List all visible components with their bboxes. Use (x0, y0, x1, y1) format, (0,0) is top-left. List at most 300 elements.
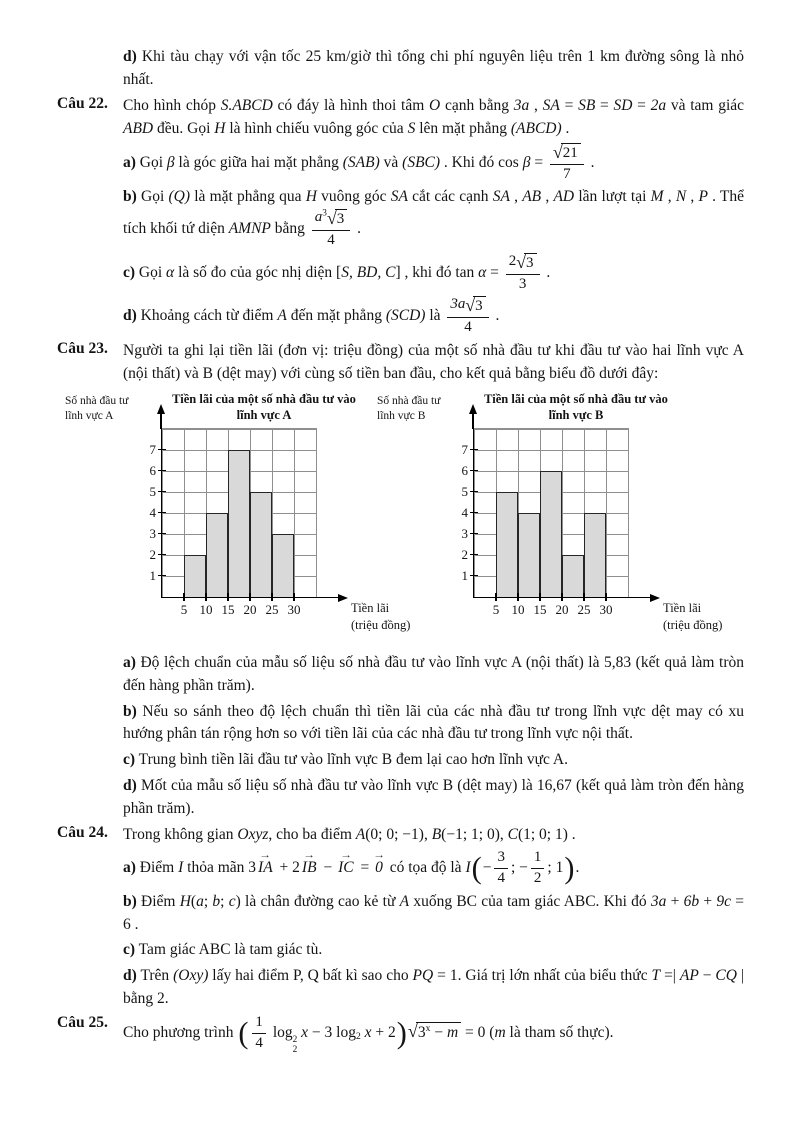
chart-title (151, 391, 377, 423)
item-block (57, 652, 744, 698)
text-run: 2 (508, 252, 517, 269)
item-label: b) (123, 702, 137, 720)
fraction-denominator (531, 869, 545, 888)
text-run: ; − (510, 858, 528, 876)
text-run: log (268, 1024, 293, 1042)
question-label (57, 186, 123, 249)
y-tick-label: 3 (149, 525, 156, 541)
chart-bar (584, 513, 606, 597)
math-run: N (675, 188, 687, 206)
x-tick-label: 5 (492, 601, 500, 617)
chart-bar (250, 492, 272, 597)
vector-symbol: → IB (302, 857, 317, 880)
fraction-numerator (550, 143, 584, 165)
text-run: có tọa độ là (385, 858, 466, 876)
text-run: vuông góc (316, 188, 391, 206)
vector-symbol: → IC (338, 857, 354, 880)
math-run: β (522, 153, 531, 171)
text-run: Trung bình tiền lãi đầu tư vào lĩnh vực B đem lại cao hơn lĩnh vực A. (135, 751, 568, 769)
paragraph (123, 749, 744, 772)
fraction-denominator (494, 869, 508, 888)
item-label: a) (123, 153, 136, 171)
item-label: d) (123, 777, 137, 795)
chart-bar (228, 450, 250, 597)
question-block (57, 824, 744, 847)
x-axis-arrow-icon (650, 594, 660, 602)
chart-bar (496, 492, 518, 597)
item-block (57, 965, 744, 1011)
item-label: d) (123, 48, 137, 65)
text-run: ; 1 (547, 858, 564, 876)
question-label (57, 701, 123, 747)
y-tick-label: 7 (149, 441, 156, 457)
stack-superscript: 2 (292, 1034, 298, 1045)
fraction-denominator (312, 231, 350, 250)
paragraph (123, 1014, 744, 1055)
item-block (57, 849, 744, 887)
x-axis-extension (628, 597, 650, 599)
item-block (57, 186, 744, 249)
fraction-numerator (494, 849, 508, 869)
x-tick-label: 20 (243, 601, 257, 617)
question-label (57, 296, 123, 337)
math-run: H (305, 188, 317, 206)
math-run: (SAB) (342, 153, 380, 171)
math-run: I (465, 858, 471, 876)
text-run: [ (336, 263, 342, 281)
chart-title (463, 391, 689, 423)
math-run: SB (578, 96, 596, 114)
text-run: Cho hình chóp (123, 96, 221, 114)
chart-bar (562, 555, 584, 597)
question-label: Câu 25. (57, 1014, 108, 1032)
y-tick-label: 7 (461, 441, 468, 457)
x-tick-mark (271, 593, 272, 601)
text-run: Nếu so sánh theo độ lệch chuẩn thì tiền lãi của các nhà đầu tư trong lĩnh vực dệt may có xu hướng phân tán rộng hơn so với tiền lãi của các nhà đầu tư trong lĩnh vực nội thất. (123, 702, 744, 743)
y-tick-mark (470, 554, 478, 555)
math-run: ABD (123, 119, 154, 137)
x-tick-mark (293, 593, 294, 601)
math-run: AB (522, 188, 542, 206)
math-run: 3a (450, 296, 466, 313)
item-label: c) (123, 751, 136, 769)
y-tick-mark (470, 470, 478, 471)
y-tick-mark (158, 470, 166, 471)
x-axis-label-line: (triệu đồng) (351, 617, 411, 632)
x-axis-label-line: Tiền lãi (663, 600, 702, 615)
paragraph (123, 46, 744, 92)
text-run: ] (395, 263, 401, 281)
text-run: + (699, 892, 717, 910)
math-run: H (214, 119, 226, 137)
radicand (524, 253, 537, 273)
text-run: . (561, 119, 570, 137)
y-tick-mark (470, 533, 478, 534)
fraction-denominator (550, 165, 584, 184)
text-run: là chân đường cao kẻ từ (240, 892, 400, 910)
paragraph (123, 849, 744, 887)
subscript: 2 (355, 1031, 361, 1043)
y-axis-arrow-icon (469, 404, 477, 414)
text-run: 7 (563, 165, 571, 182)
item-label: b) (123, 188, 137, 206)
text-run: = 1. Giá trị lớn nhất của biểu thức (433, 967, 652, 985)
text-run: 3 (497, 849, 505, 866)
text-run: (0; 0; −1), (365, 826, 432, 844)
math-run: 3a (513, 96, 530, 114)
x-tick-label: 10 (511, 601, 525, 617)
math-run: a (314, 209, 323, 226)
text-run: ( (190, 892, 197, 910)
chart-title-line: lĩnh vực A (236, 407, 292, 422)
text-run: Khoảng cách từ điểm (136, 307, 278, 325)
text-run: = (530, 153, 547, 171)
y-axis-extension (472, 413, 474, 429)
chart-bar (206, 513, 228, 597)
math-run: SA (390, 188, 408, 206)
chart-bar (272, 534, 294, 597)
math-run: (Oxy) (173, 967, 209, 985)
text-run: là mặt phẳng qua (190, 188, 306, 206)
text-run: 21 (562, 144, 578, 161)
vector-symbol: → IA (258, 857, 273, 880)
y-tick-mark (470, 575, 478, 576)
x-tick-mark (227, 593, 228, 601)
question-label (57, 939, 123, 962)
y-tick-mark (158, 533, 166, 534)
text-run: Độ lệch chuẩn của mẫu số liệu số nhà đầu tư vào lĩnh vực A (nội thất) là 5,83 (kết quả làm tròn đến hàng phần trăm). (123, 653, 744, 694)
y-tick-mark (158, 512, 166, 513)
item-label: b) (123, 892, 137, 910)
question-label (57, 46, 123, 92)
math-run: a (196, 892, 204, 910)
fraction (312, 209, 350, 250)
text-run: − 3 log (308, 1024, 356, 1042)
text-run: , (541, 188, 554, 206)
y-axis-label-line: Số nhà đầu tư (65, 394, 129, 407)
math-run: A (277, 307, 287, 325)
math-run: AMNP (228, 220, 271, 238)
question-label (57, 253, 123, 294)
text-run: Khi tàu chạy với vận tốc 25 km/giờ thì tổng chi phí nguyên liệu trên 1 km đường sông là nhỏ nhất. (123, 48, 744, 88)
x-axis-arrow-icon (338, 594, 348, 602)
text-run: thỏa mãn 3 (183, 858, 257, 876)
item-label: c) (123, 941, 136, 959)
x-tick-mark (183, 593, 184, 601)
math-run: 6b (683, 892, 700, 910)
text-run: − (698, 967, 716, 985)
question-label (57, 749, 123, 772)
y-tick-mark (158, 575, 166, 576)
radicand (335, 209, 348, 229)
text-run: Điểm (135, 858, 179, 876)
question-block (57, 340, 744, 386)
y-axis-label-line: lĩnh vực B (377, 409, 426, 422)
paragraph (123, 701, 744, 747)
math-run: 3a (650, 892, 667, 910)
item-block (57, 749, 744, 772)
text-run: Điểm (136, 892, 180, 910)
y-tick-label: 4 (461, 504, 468, 520)
text-run: Mốt của mẫu số liệu số nhà đầu tư vào lĩnh vực B (dệt may) là 16,67 (kết quả làm tròn đến hàng phần trăm). (123, 777, 744, 818)
text-run: ; (203, 892, 213, 910)
text-run: và tam giác (666, 96, 745, 114)
question-label: Câu 24. (57, 824, 108, 842)
text-run: ; (220, 892, 229, 910)
question-block (57, 95, 744, 141)
text-run: là số đo của góc nhị diện (174, 263, 337, 281)
chart-x-axis-label (663, 600, 722, 634)
item-block (57, 253, 744, 294)
text-run: . Khi đó cos (440, 153, 523, 171)
x-tick-mark (539, 593, 540, 601)
sqrt-radical-icon (553, 143, 581, 163)
math-run: SA (542, 96, 560, 114)
y-axis-label-line: lĩnh vực A (65, 409, 114, 422)
y-tick-label: 2 (149, 546, 156, 562)
big-paren: ) (396, 1016, 407, 1051)
text-run: cắt các cạnh (407, 188, 493, 206)
chart-plot (461, 428, 629, 617)
fraction-numerator (447, 296, 488, 318)
text-run: 4 (327, 231, 335, 248)
question-label (57, 849, 123, 887)
item-block (57, 46, 744, 92)
text-run: 3 (336, 211, 345, 228)
text-run: là góc giữa hai mặt phẳng (174, 153, 343, 171)
item-label: c) (123, 263, 136, 281)
text-run: đều. Gọi (153, 119, 215, 137)
fraction-numerator (252, 1014, 266, 1034)
sqrt-radical-icon (408, 1022, 461, 1045)
y-tick-label: 1 (461, 567, 468, 583)
text-run: = (632, 96, 651, 114)
x-tick-label: 30 (599, 601, 613, 617)
text-run: ) (235, 892, 241, 910)
paragraph (123, 186, 744, 249)
fraction (252, 1014, 266, 1052)
question-label (57, 891, 123, 937)
y-tick-label: 6 (149, 462, 156, 478)
math-run: SA (492, 188, 510, 206)
fraction-denominator (506, 275, 540, 294)
x-tick-mark (583, 593, 584, 601)
paragraph (123, 775, 744, 821)
text-run: = 0 ( (461, 1024, 495, 1042)
y-tick-label: 6 (461, 462, 468, 478)
text-run: , (509, 188, 523, 206)
text-run: | bằng 2. (123, 967, 744, 1008)
chart-title-line: Tiền lãi của một số nhà đầu tư vào (484, 391, 668, 406)
y-tick-label: 5 (149, 483, 156, 499)
math-run: T (651, 967, 661, 985)
paragraph (123, 95, 744, 141)
x-tick-label: 25 (265, 601, 279, 617)
y-tick-label: 3 (461, 525, 468, 541)
item-label: a) (123, 858, 136, 876)
x-axis-label-line: Tiền lãi (351, 600, 390, 615)
math-run: 2a (650, 96, 667, 114)
fraction-denominator (447, 318, 488, 337)
y-tick-mark (470, 449, 478, 450)
text-run: có đáy là hình thoi tâm (272, 96, 430, 114)
superscript: 3 (322, 208, 327, 219)
y-axis-arrow-icon (157, 404, 165, 414)
radicand (473, 296, 486, 316)
x-tick-label: 30 (287, 601, 301, 617)
text-run: Tam giác ABC là tam giác tù. (135, 941, 323, 959)
text-run: − (430, 1024, 447, 1042)
text-run: 3 (475, 298, 483, 315)
x-tick-mark (205, 593, 206, 601)
text-run: 3 (518, 275, 527, 292)
question-label (57, 965, 123, 1011)
big-paren: ) (564, 851, 575, 886)
y-tick-mark (470, 512, 478, 513)
big-paren: ( (238, 1016, 249, 1051)
text-run: + 2 (371, 1024, 396, 1042)
text-run: Gọi (136, 188, 169, 206)
text-run: cạnh bằng (440, 96, 514, 114)
x-tick-label: 5 (180, 601, 188, 617)
paragraph (123, 253, 744, 294)
x-tick-label: 15 (221, 601, 235, 617)
text-run: lấy hai điểm P, Q bất kì sao cho (208, 967, 413, 985)
text-run: = (559, 96, 579, 114)
fraction (494, 849, 508, 887)
question-label (57, 652, 123, 698)
chart-bar (184, 555, 206, 597)
item-block (57, 891, 744, 937)
math-run: b (212, 892, 221, 910)
text-run: = 6 . (123, 892, 745, 933)
math-run: α (166, 263, 175, 281)
text-run: . (491, 307, 500, 325)
math-run: CQ (715, 967, 737, 985)
text-run: Người ta ghi lại tiền lãi (đơn vị: triệu đồng) của một số nhà đầu tư khi đầu tư vào hai lĩnh vực A (nội thất) và B (dệt may) với cùng số tiền ban đầu, cho kết quả bằng biểu đồ dưới đây: (123, 341, 744, 382)
sqrt-radical-icon (327, 209, 347, 229)
text-run: . (586, 153, 595, 171)
y-axis-extension (160, 413, 162, 429)
superscript: x (425, 1023, 431, 1035)
text-run: 2 (533, 869, 542, 886)
x-tick-mark (249, 593, 250, 601)
text-run: 3 (526, 254, 534, 271)
text-run: = (356, 858, 374, 876)
text-run: lên mặt phẳng (415, 119, 511, 137)
charts-row (65, 391, 744, 642)
stack-subscript: 2 (292, 1044, 298, 1055)
text-run: . Thể tích khối tứ diện (123, 188, 745, 238)
text-run: 4 (497, 869, 505, 886)
text-run: , khi đó tan (400, 263, 479, 281)
math-run: m (494, 1024, 506, 1042)
text-run: − (482, 858, 492, 876)
text-run: = (595, 96, 614, 114)
text-run: (1; 0; 1) . (517, 826, 576, 844)
item-label: d) (123, 307, 137, 325)
text-run: =| (660, 967, 680, 985)
math-run: B (431, 826, 442, 844)
math-run: x (364, 1024, 372, 1042)
fraction (447, 296, 488, 337)
text-run: Trên (136, 967, 174, 985)
math-run: α (478, 263, 487, 281)
math-run: M (650, 188, 664, 206)
text-run: Trong không gian (123, 826, 238, 844)
paragraph (123, 939, 744, 962)
x-axis-extension (316, 597, 338, 599)
x-tick-label: 15 (533, 601, 547, 617)
sqrt-radical-icon (516, 253, 536, 273)
fraction (506, 253, 540, 294)
text-run: Gọi (135, 153, 167, 171)
y-tick-label: 2 (461, 546, 468, 562)
fraction (531, 849, 545, 887)
chart-bar (518, 513, 540, 597)
paragraph (123, 340, 744, 386)
chart-y-axis-label (377, 394, 467, 424)
text-run: và (379, 153, 403, 171)
math-run: O (429, 96, 441, 114)
text-run: (−1; 1; 0), (441, 826, 508, 844)
chart-plot (149, 428, 317, 617)
fraction (550, 143, 584, 184)
question-label: Câu 22. (57, 94, 108, 112)
y-tick-label: 5 (461, 483, 468, 499)
paragraph (123, 891, 744, 937)
vector-symbol: → 0 (375, 857, 383, 880)
paragraph (123, 143, 744, 184)
question-label: Câu 23. (57, 339, 108, 357)
math-run: S (407, 119, 416, 137)
y-tick-mark (158, 491, 166, 492)
fraction-numerator (506, 253, 540, 275)
math-run: I (178, 858, 184, 876)
paragraph (123, 296, 744, 337)
math-run: S, BD, C (341, 263, 396, 281)
x-tick-mark (517, 593, 518, 601)
text-run: Cho phương trình (123, 1024, 238, 1042)
math-run: β (166, 153, 175, 171)
y-tick-label: 1 (149, 567, 156, 583)
math-run: 9c (716, 892, 732, 910)
math-run: A (355, 826, 366, 844)
math-run: AD (553, 188, 575, 206)
text-run: 4 (464, 319, 472, 336)
text-run: = (486, 263, 503, 281)
math-run: (ABCD) (510, 119, 562, 137)
text-run: đến mặt phẳng (286, 307, 386, 325)
text-run: , cho ba điểm (268, 826, 356, 844)
text-run: . (575, 858, 580, 876)
text-run: , (686, 188, 699, 206)
text-run: 4 (255, 1035, 263, 1052)
text-run: . (542, 263, 551, 281)
text-run: xuống BC của tam giác ABC. Khi đó (409, 892, 651, 910)
chart-bar (540, 471, 562, 597)
math-run: (Q) (168, 188, 190, 206)
y-axis-label-line: Số nhà đầu tư (377, 394, 441, 407)
x-tick-mark (495, 593, 496, 601)
paragraph (123, 652, 744, 698)
document-blocks (57, 46, 744, 1057)
math-run: SD (613, 96, 633, 114)
text-run: − (319, 858, 337, 876)
math-run: m (446, 1024, 459, 1042)
paragraph (123, 965, 744, 1011)
sqrt-radical-icon (465, 296, 485, 316)
